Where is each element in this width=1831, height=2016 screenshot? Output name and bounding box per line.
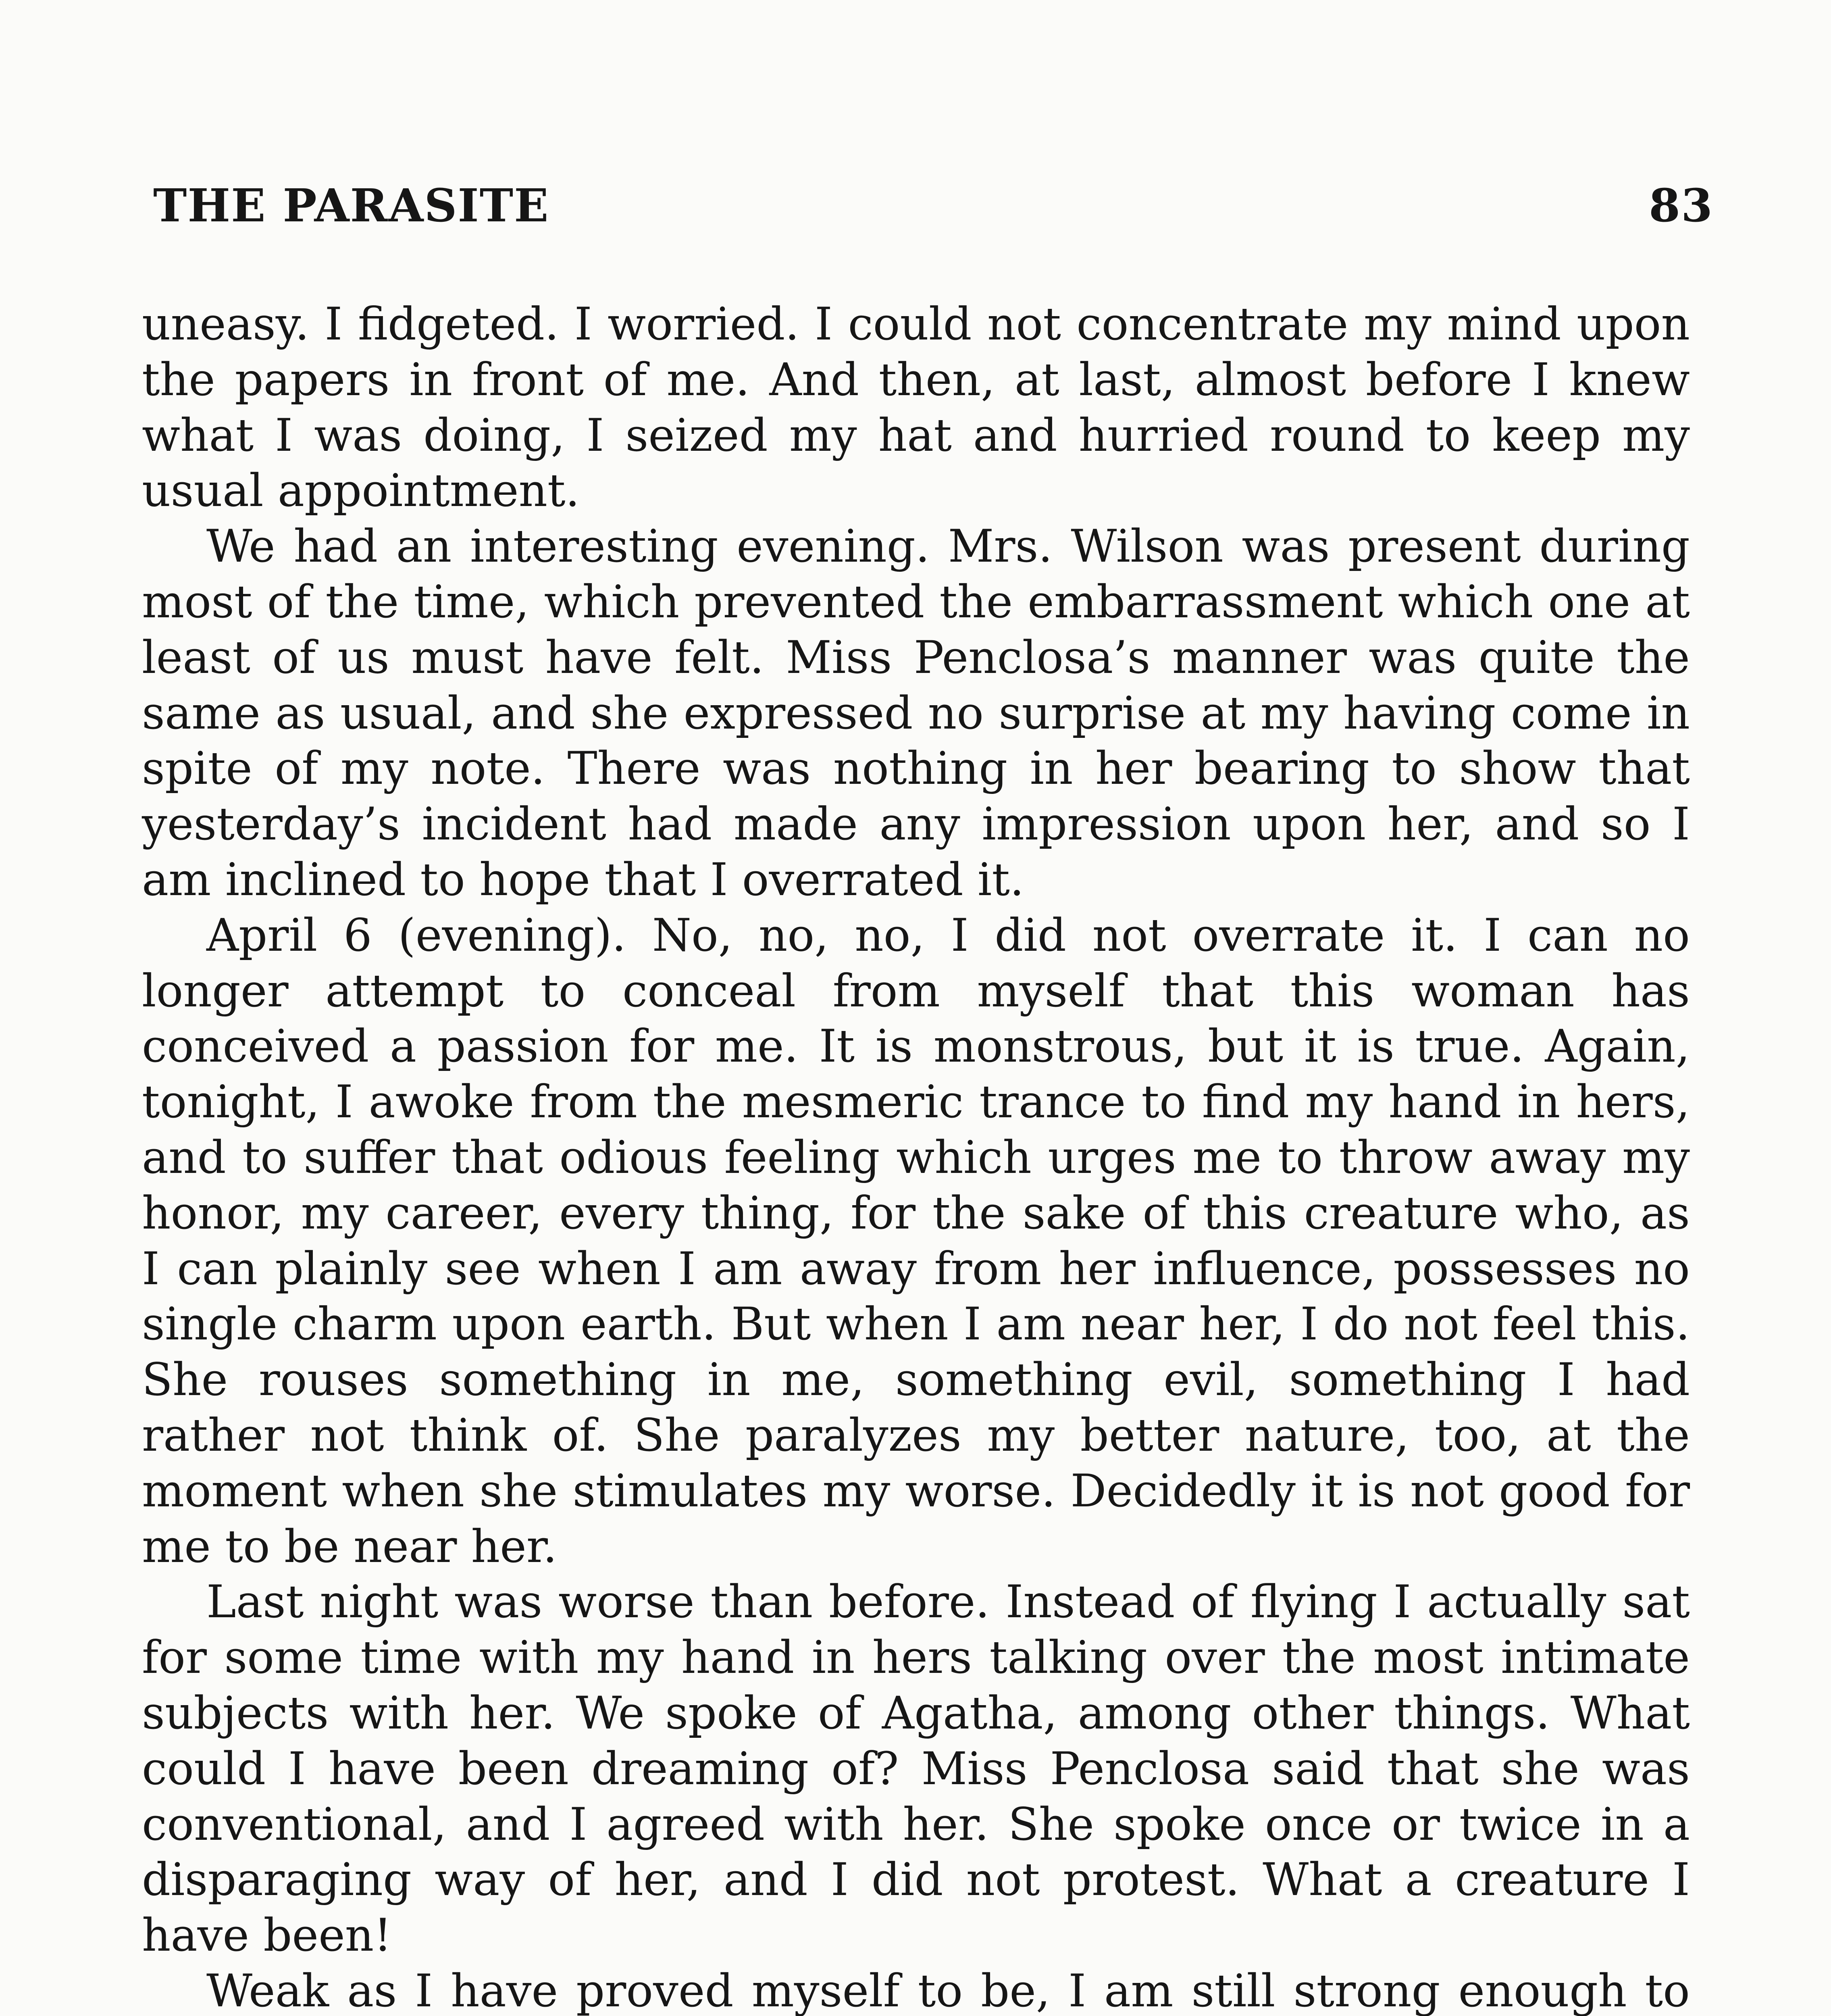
paragraph: Last night was worse than before. Instead of flying I actually sat for some time with my hand in hers talking over the most intimate subjects with her. We spoke of Agatha, among other things. What could I have been dreaming of? Miss Penclosa said that she was conventional, and I agreed with her. She spoke once or twice in a disparaging way of her, and I did not protest. What a creature I have been! <box>142 1576 1690 1962</box>
page-number: 83 <box>1649 179 1713 232</box>
body-text <box>142 297 1690 2016</box>
paragraph-april-6: April 6 (evening). No, no, no, I did not overrate it. I can no longer attempt to conceal from myself that this woman has conceived a passion for me. It is monstrous, but it is true. Again, tonight, I awoke from the mesmeric trance to find my hand in hers, and to suffer that odious feeling which urges me to throw away my honor, my career, every thing, for the sake of this creature who, as I can plainly see when I am away from her influence, possesses no single charm upon earth. But when I am near her, I do not feel this. She rouses something in me, something evil, something I had rather not think of. She paralyzes my better nature, too, at the moment when she stimulates my worse. Decidedly it is not good for me to be near her. <box>142 909 1690 1573</box>
chapter-title: THE PARASITE <box>153 179 549 232</box>
paragraph: We had an interesting evening. Mrs. Wilson was present during most of the time, which prevented the embarrassment which one at least of us must have felt. Miss Penclosa’s manner was quite the same as usual, and she expressed no surprise at my having come in spite of my note. There was nothing in her bearing to show that yesterday’s incident had made any impression upon her, and so I am inclined to hope that I overrated it. <box>142 521 1690 906</box>
paragraph: Weak as I have proved myself to be, I am still strong enough to <box>206 1965 1690 2016</box>
paragraph-continuation: uneasy. I fidgeted. I worried. I could not concentrate my mind upon the papers in front of me. And then, at last, almost before I knew what I was doing, I seized my hat and hurried round to keep my usual appointment. <box>142 298 1690 517</box>
running-header <box>153 169 1713 242</box>
